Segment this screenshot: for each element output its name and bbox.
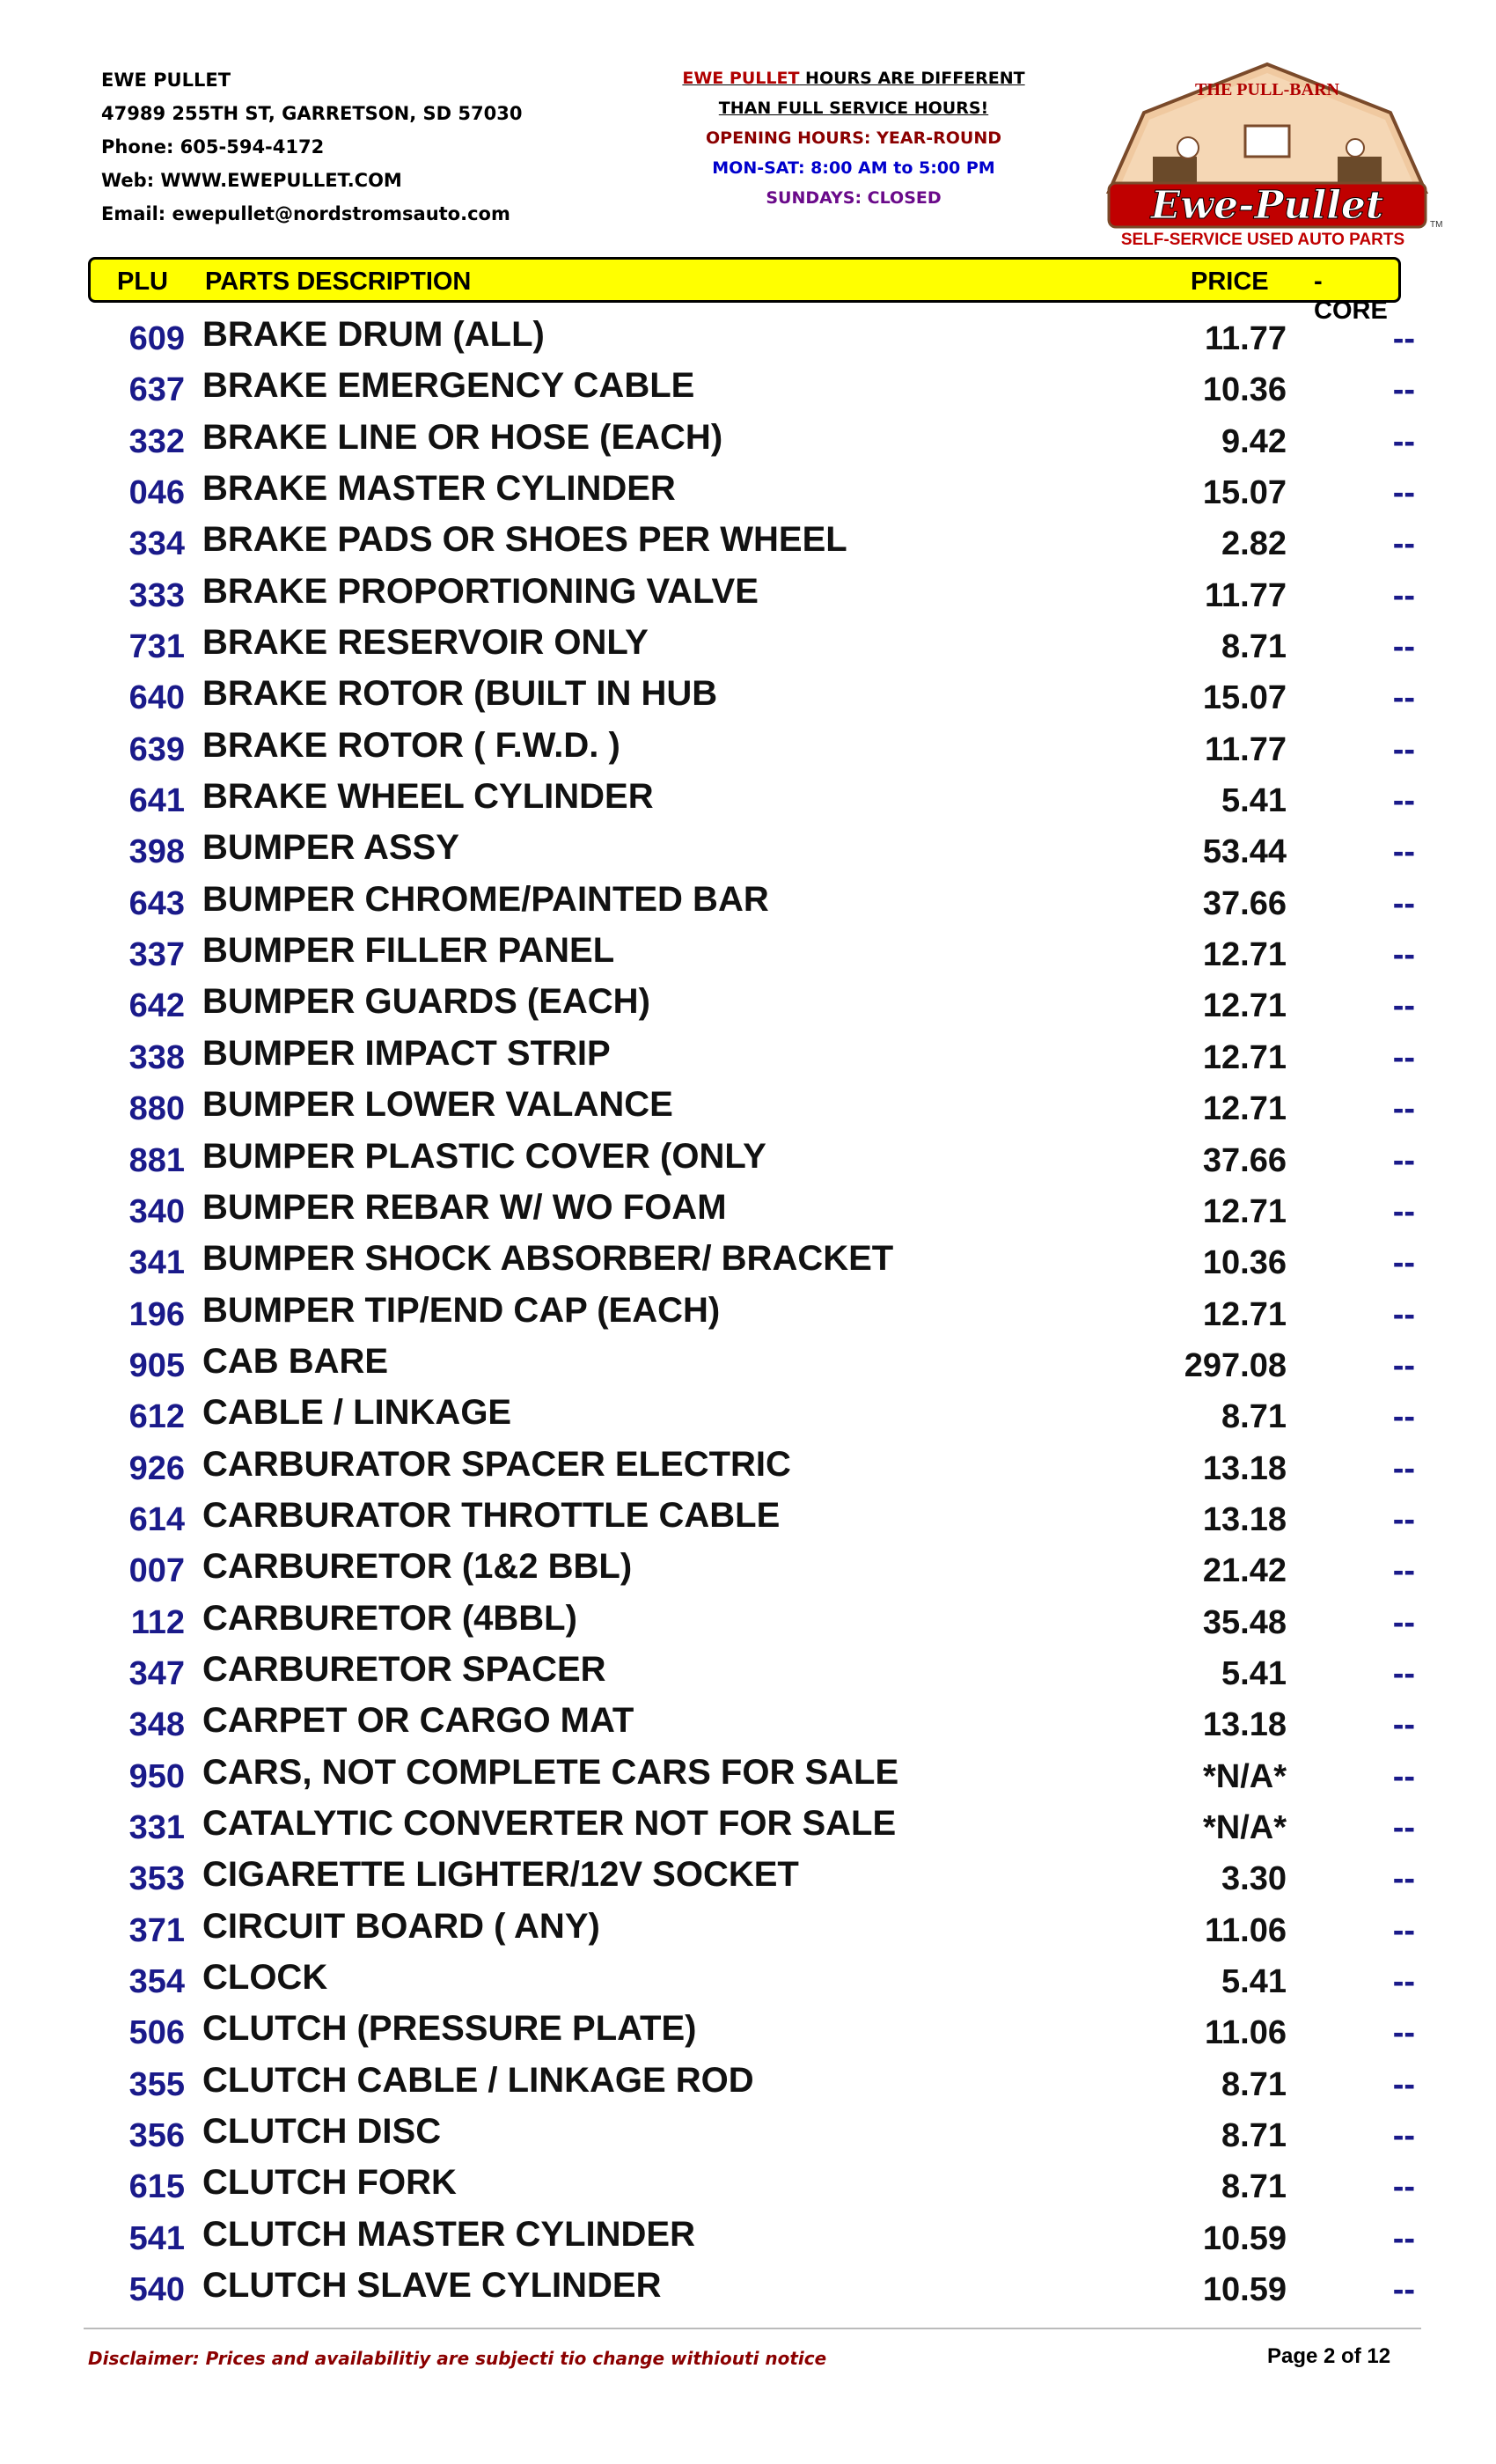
price-cell: 5.41 [1221, 782, 1287, 820]
table-row [0, 572, 1496, 623]
core-cell: -- [1392, 1706, 1415, 1744]
description-cell: CARBURETOR (4BBL) [202, 1598, 577, 1638]
price-cell: *N/A* [1202, 1808, 1287, 1846]
core-cell: -- [1392, 320, 1415, 357]
table-row [0, 315, 1496, 366]
description-cell: CAB BARE [202, 1341, 389, 1381]
price-cell: 37.66 [1202, 884, 1287, 922]
core-cell: -- [1392, 1295, 1415, 1333]
price-cell: 8.71 [1221, 1398, 1287, 1436]
price-cell: 9.42 [1221, 422, 1287, 460]
notice-line4: MON-SAT: 8:00 AM to 5:00 PM [712, 158, 995, 178]
plu-cell: 334 [128, 525, 185, 563]
table-row [0, 1085, 1496, 1136]
col-price: PRICE [1191, 268, 1269, 296]
logo-main-text: Ewe-Pullet [1150, 183, 1384, 228]
core-cell: -- [1392, 1500, 1415, 1538]
price-cell: 10.36 [1202, 371, 1287, 409]
plu-cell: 506 [128, 2014, 185, 2052]
core-cell: -- [1392, 1757, 1415, 1795]
core-cell: -- [1392, 1860, 1415, 1898]
description-cell: CIRCUIT BOARD ( ANY) [202, 1906, 600, 1946]
price-cell: *N/A* [1202, 1757, 1287, 1795]
price-cell: 12.71 [1202, 1295, 1287, 1333]
table-row [0, 2061, 1496, 2112]
table-row [0, 1855, 1496, 1906]
plu-cell: 337 [128, 936, 185, 974]
price-cell: 5.41 [1221, 1654, 1287, 1692]
core-cell: -- [1392, 936, 1415, 974]
core-cell: -- [1392, 987, 1415, 1025]
table-row [0, 1034, 1496, 1085]
table-row [0, 1137, 1496, 1188]
company-phone: Phone: 605-594-4172 [101, 136, 325, 158]
plu-cell: 609 [128, 320, 185, 357]
logo-top-text: THE PULL-BARN [1195, 80, 1339, 99]
price-cell: 5.41 [1221, 1963, 1287, 2000]
description-cell: BUMPER IMPACT STRIP [202, 1033, 611, 1073]
plu-cell: 355 [128, 2065, 185, 2103]
table-row [0, 2215, 1496, 2266]
table-row [0, 1907, 1496, 1958]
description-cell: CARBURATOR THROTTLE CABLE [202, 1495, 781, 1535]
description-cell: BRAKE DRUM (ALL) [202, 315, 545, 354]
plu-cell: 731 [128, 628, 185, 666]
plu-cell: 356 [128, 2117, 185, 2155]
description-cell: BRAKE EMERGENCY CABLE [202, 366, 695, 406]
description-cell: CLOCK [202, 1958, 328, 1997]
plu-cell: 926 [128, 1449, 185, 1487]
price-cell: 12.71 [1202, 987, 1287, 1025]
logo-tm: TM [1430, 220, 1443, 230]
table-row [0, 469, 1496, 520]
core-cell: -- [1392, 1654, 1415, 1692]
description-cell: BUMPER FILLER PANEL [202, 931, 615, 971]
table-row [0, 1188, 1496, 1239]
col-core: - CORE [1314, 268, 1388, 325]
table-row [0, 1804, 1496, 1855]
plu-cell: 338 [128, 1038, 185, 1076]
description-cell: BUMPER LOWER VALANCE [202, 1085, 673, 1125]
plu-cell: 007 [128, 1552, 185, 1590]
plu-cell: 950 [128, 1757, 185, 1795]
plu-cell: 642 [128, 987, 185, 1025]
description-cell: BRAKE ROTOR ( F.W.D. ) [202, 725, 620, 765]
plu-cell: 340 [128, 1192, 185, 1230]
core-cell: -- [1392, 1244, 1415, 1282]
table-row [0, 2112, 1496, 2163]
description-cell: CARBURETOR SPACER [202, 1649, 606, 1689]
price-cell: 12.71 [1202, 936, 1287, 974]
company-info [101, 63, 522, 231]
table-row [0, 2009, 1496, 2060]
price-cell: 13.18 [1202, 1500, 1287, 1538]
core-cell: -- [1392, 2014, 1415, 2052]
description-cell: BRAKE MASTER CYLINDER [202, 469, 676, 509]
price-cell: 35.48 [1202, 1603, 1287, 1641]
plu-cell: 347 [128, 1654, 185, 1692]
description-cell: CABLE / LINKAGE [202, 1393, 512, 1433]
page-header [0, 0, 1496, 255]
plu-cell: 046 [128, 474, 185, 512]
plu-cell: 333 [128, 576, 185, 614]
table-row [0, 2266, 1496, 2317]
table-row [0, 777, 1496, 828]
price-cell: 297.08 [1184, 1346, 1287, 1384]
core-cell: -- [1392, 1346, 1415, 1384]
description-cell: CLUTCH CABLE / LINKAGE ROD [202, 2060, 754, 2100]
core-cell: -- [1392, 1808, 1415, 1846]
price-cell: 11.06 [1205, 2014, 1287, 2052]
core-cell: -- [1392, 2219, 1415, 2257]
plu-cell: 640 [128, 679, 185, 717]
table-row [0, 982, 1496, 1033]
plu-cell: 540 [128, 2271, 185, 2309]
plu-cell: 541 [128, 2219, 185, 2257]
ewe-pullet-logo [1091, 60, 1443, 249]
core-cell: -- [1392, 371, 1415, 409]
table-row [0, 1701, 1496, 1752]
plu-cell: 639 [128, 730, 185, 768]
table-row [0, 1445, 1496, 1496]
plu-cell: 881 [128, 1141, 185, 1179]
plu-cell: 643 [128, 884, 185, 922]
core-cell: -- [1392, 422, 1415, 460]
company-address: 47989 255TH ST, GARRETSON, SD 57030 [101, 103, 523, 124]
table-row [0, 1547, 1496, 1598]
core-cell: -- [1392, 1038, 1415, 1076]
price-cell: 53.44 [1202, 833, 1287, 871]
description-cell: CIGARETTE LIGHTER/12V SOCKET [202, 1855, 799, 1895]
disclaimer: Disclaimer: Prices and availabilitiy are subjecti tio change withiouti notice [88, 2348, 827, 2369]
price-cell: 8.71 [1221, 2168, 1287, 2206]
table-row [0, 880, 1496, 931]
plu-cell: 353 [128, 1860, 185, 1898]
price-cell: 15.07 [1202, 679, 1287, 717]
core-cell: -- [1392, 2271, 1415, 2309]
notice-line1: HOURS ARE DIFFERENT [799, 69, 1025, 88]
plu-cell: 880 [128, 1090, 185, 1128]
core-cell: -- [1392, 679, 1415, 717]
core-cell: -- [1392, 2117, 1415, 2155]
price-cell: 12.71 [1202, 1192, 1287, 1230]
description-cell: CLUTCH (PRESSURE PLATE) [202, 2009, 697, 2049]
core-cell: -- [1392, 1603, 1415, 1641]
price-cell: 10.36 [1202, 1244, 1287, 1282]
plu-cell: 905 [128, 1346, 185, 1384]
description-cell: CARBURATOR SPACER ELECTRIC [202, 1444, 791, 1484]
price-cell: 11.77 [1205, 320, 1287, 357]
core-cell: -- [1392, 1963, 1415, 2000]
description-cell: CARPET OR CARGO MAT [202, 1701, 634, 1741]
description-cell: CATALYTIC CONVERTER NOT FOR SALE [202, 1803, 897, 1843]
core-cell: -- [1392, 884, 1415, 922]
price-cell: 8.71 [1221, 2117, 1287, 2155]
parts-list [0, 315, 1496, 2317]
price-cell: 15.07 [1202, 474, 1287, 512]
plu-cell: 371 [128, 1911, 185, 1949]
description-cell: BUMPER GUARDS (EACH) [202, 982, 650, 1022]
page-number: Page 2 of 12 [1267, 2344, 1391, 2368]
price-cell: 10.59 [1202, 2219, 1287, 2257]
plu-cell: 612 [128, 1398, 185, 1436]
description-cell: BUMPER ASSY [202, 828, 459, 868]
price-cell: 11.06 [1205, 1911, 1287, 1949]
price-cell: 3.30 [1221, 1860, 1287, 1898]
table-row [0, 1958, 1496, 2009]
description-cell: BUMPER SHOCK ABSORBER/ BRACKET [202, 1239, 894, 1279]
notice-line5: SUNDAYS: CLOSED [766, 188, 942, 208]
core-cell: -- [1392, 576, 1415, 614]
table-row [0, 1753, 1496, 1804]
core-cell: -- [1392, 474, 1415, 512]
table-row [0, 1496, 1496, 1547]
table-row [0, 726, 1496, 777]
description-cell: CLUTCH DISC [202, 2112, 442, 2152]
core-cell: -- [1392, 2065, 1415, 2103]
table-row [0, 1239, 1496, 1290]
plu-cell: 614 [128, 1500, 185, 1538]
plu-cell: 348 [128, 1706, 185, 1744]
table-row [0, 418, 1496, 469]
price-cell: 21.42 [1202, 1552, 1287, 1590]
logo-sub-text: SELF-SERVICE USED AUTO PARTS [1120, 231, 1405, 249]
description-cell: CARS, NOT COMPLETE CARS FOR SALE [202, 1752, 899, 1792]
col-plu: PLU [117, 268, 168, 296]
hours-notice [669, 63, 1038, 213]
plu-cell: 641 [128, 782, 185, 820]
company-email: Email: ewepullet@nordstromsauto.com [101, 203, 510, 224]
table-row [0, 2163, 1496, 2214]
description-cell: BRAKE LINE OR HOSE (EACH) [202, 417, 723, 457]
plu-cell: 196 [128, 1295, 185, 1333]
plu-cell: 341 [128, 1244, 185, 1282]
description-cell: BUMPER TIP/END CAP (EACH) [202, 1290, 721, 1330]
price-cell: 10.59 [1202, 2271, 1287, 2309]
notice-brand: EWE PULLET [682, 69, 800, 88]
description-cell: BRAKE RESERVOIR ONLY [202, 623, 649, 663]
price-cell: 8.71 [1221, 2065, 1287, 2103]
description-cell: CLUTCH FORK [202, 2163, 457, 2203]
core-cell: -- [1392, 628, 1415, 666]
column-header-bar [88, 257, 1401, 325]
plu-cell: 112 [130, 1603, 185, 1641]
plu-cell: 331 [128, 1808, 185, 1846]
core-cell: -- [1392, 2168, 1415, 2206]
table-row [0, 1599, 1496, 1650]
table-row [0, 1650, 1496, 1701]
description-cell: BRAKE PADS OR SHOES PER WHEEL [202, 520, 847, 560]
price-cell: 12.71 [1202, 1090, 1287, 1128]
table-row [0, 828, 1496, 879]
col-desc: PARTS DESCRIPTION [205, 268, 472, 296]
core-cell: -- [1392, 1398, 1415, 1436]
core-cell: -- [1392, 730, 1415, 768]
description-cell: CARBURETOR (1&2 BBL) [202, 1547, 633, 1587]
plu-cell: 637 [128, 371, 185, 409]
notice-line3: OPENING HOURS: YEAR-ROUND [706, 128, 1001, 148]
description-cell: CLUTCH SLAVE CYLINDER [202, 2266, 662, 2306]
company-web: Web: WWW.EWEPULLET.COM [101, 170, 402, 191]
plu-cell: 354 [128, 1963, 185, 2000]
table-row [0, 623, 1496, 674]
core-cell: -- [1392, 833, 1415, 871]
core-cell: -- [1392, 1090, 1415, 1128]
price-cell: 37.66 [1202, 1141, 1287, 1179]
core-cell: -- [1392, 782, 1415, 820]
price-cell: 12.71 [1202, 1038, 1287, 1076]
price-cell: 11.77 [1205, 730, 1287, 768]
description-cell: BUMPER CHROME/PAINTED BAR [202, 879, 769, 919]
table-row [0, 931, 1496, 982]
price-cell: 11.77 [1205, 576, 1287, 614]
notice-line2: THAN FULL SERVICE HOURS! [718, 99, 989, 118]
footer-divider [84, 2328, 1421, 2329]
table-row [0, 1393, 1496, 1444]
description-cell: CLUTCH MASTER CYLINDER [202, 2214, 695, 2254]
company-name: EWE PULLET [101, 70, 231, 91]
description-cell: BRAKE WHEEL CYLINDER [202, 777, 654, 817]
table-row [0, 674, 1496, 725]
core-cell: -- [1392, 1911, 1415, 1949]
plu-cell: 615 [128, 2168, 185, 2206]
core-cell: -- [1392, 1192, 1415, 1230]
price-cell: 13.18 [1202, 1449, 1287, 1487]
description-cell: BRAKE PROPORTIONING VALVE [202, 571, 759, 611]
plu-cell: 398 [128, 833, 185, 871]
table-row [0, 366, 1496, 417]
description-cell: BUMPER REBAR W/ WO FOAM [202, 1187, 727, 1227]
core-cell: -- [1392, 1449, 1415, 1487]
description-cell: BRAKE ROTOR (BUILT IN HUB [202, 674, 718, 714]
core-cell: -- [1392, 1141, 1415, 1179]
price-cell: 13.18 [1202, 1706, 1287, 1744]
table-row [0, 1342, 1496, 1393]
table-row [0, 520, 1496, 571]
table-row [0, 1291, 1496, 1342]
core-cell: -- [1392, 1552, 1415, 1590]
price-cell: 8.71 [1221, 628, 1287, 666]
description-cell: BUMPER PLASTIC COVER (ONLY [202, 1136, 766, 1176]
plu-cell: 332 [128, 422, 185, 460]
price-cell: 2.82 [1221, 525, 1287, 563]
core-cell: -- [1392, 525, 1415, 563]
